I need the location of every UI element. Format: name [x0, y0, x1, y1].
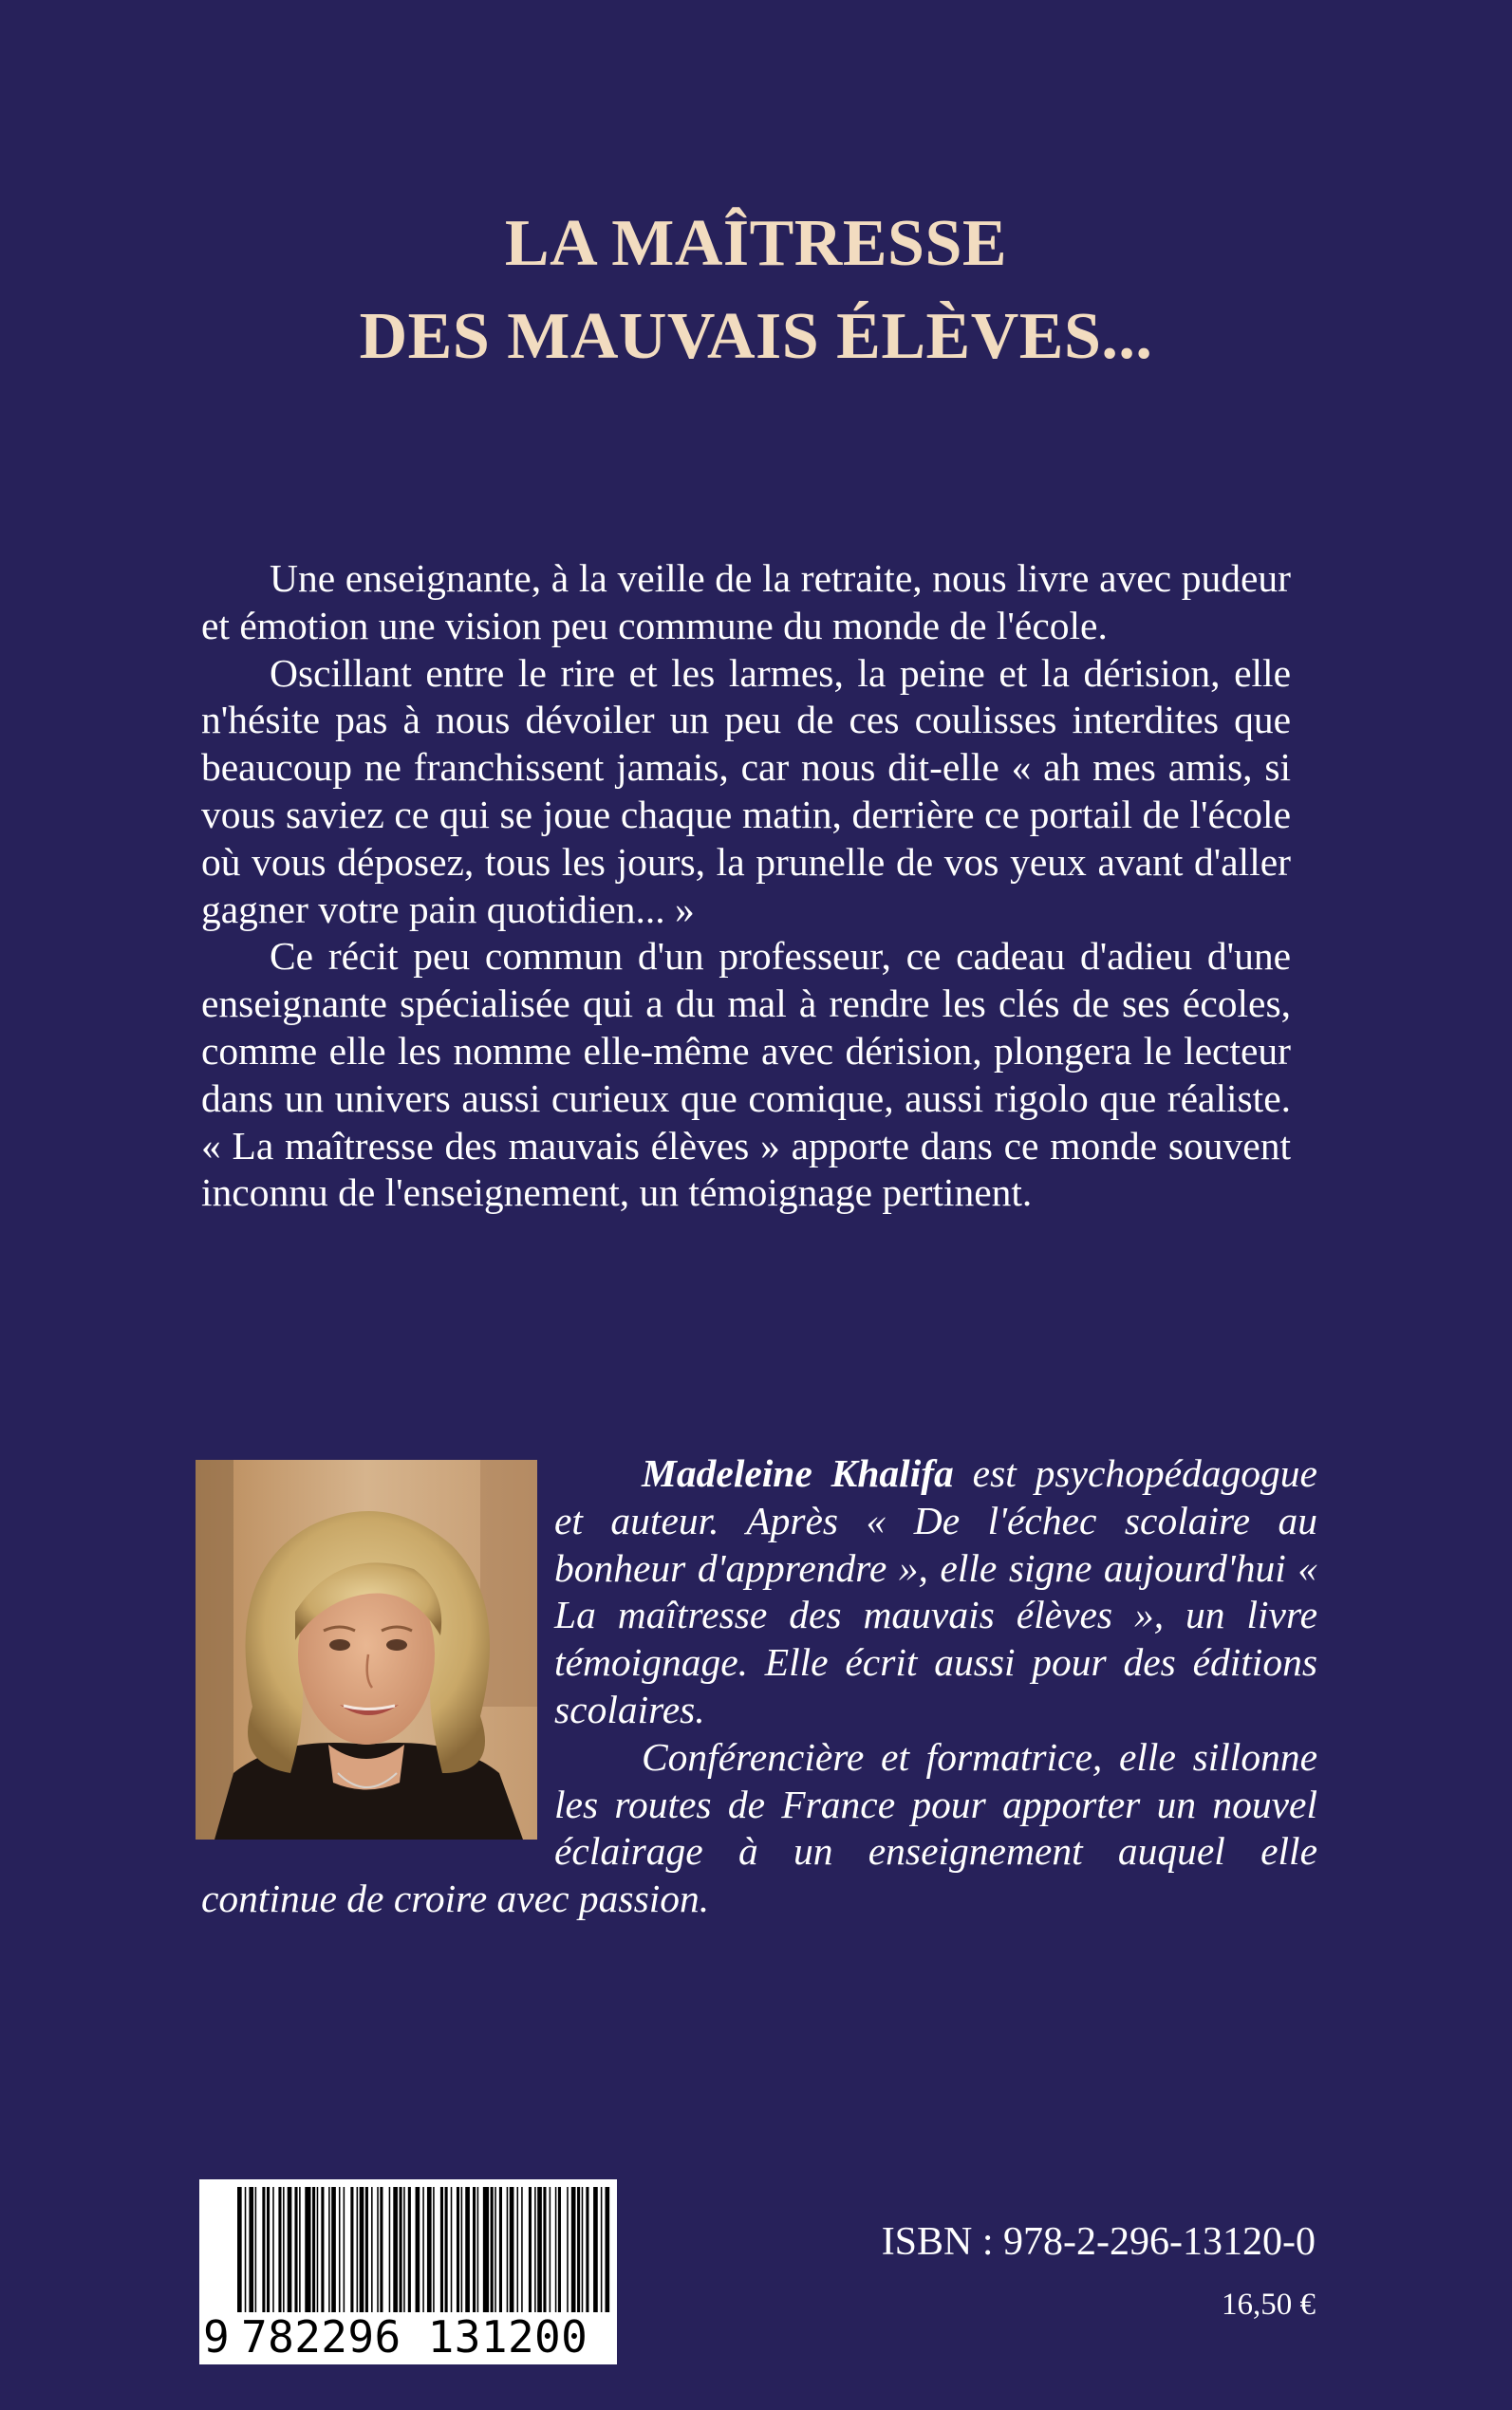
barcode-bar	[393, 2187, 398, 2312]
book-title-line-1: LA MAÎTRESSE	[504, 207, 1008, 280]
book-blurb	[201, 555, 1291, 1217]
barcode-lead-digit: 9	[203, 2311, 230, 2363]
barcode-bar	[288, 2187, 292, 2312]
barcode-bar	[365, 2187, 368, 2312]
barcode-bar	[262, 2187, 265, 2312]
barcode-bar	[416, 2187, 420, 2312]
barcode-bar	[237, 2187, 242, 2312]
barcode-bar	[586, 2187, 588, 2312]
barcode-bar	[422, 2187, 424, 2312]
barcode-bar	[344, 2187, 345, 2312]
barcode-bar	[321, 2187, 324, 2312]
barcode-bar	[408, 2187, 411, 2312]
barcode-bar	[357, 2187, 359, 2312]
barcode	[199, 2179, 617, 2364]
bio-paragraph: Conférencière et formatrice, elle sillonne les routes de France pour apporter un nouvel éclairage à un enseignement auquel elle continue de croire avec passion.	[201, 1734, 1317, 1921]
photo-spacer	[201, 1450, 554, 1857]
barcode-bar	[328, 2187, 330, 2312]
barcode-bar	[550, 2187, 551, 2312]
barcode-bar	[606, 2187, 610, 2312]
isbn: ISBN : 978-2-296-13120-0	[881, 2220, 1316, 2264]
blurb-paragraph: Oscillant entre le rire et les larmes, la peine et la dérision, elle n'hésite pas à nous dévoiler un peu de ces coulisses interdites que beaucoup ne franchissent jamais, car nous dit-elle « ah mes amis, si vous saviez ce qui se joue chaque matin, derrière ce portail de l'école où vous déposez, tous les jours, la prunelle de vos yeux avant d'aller gagner votre pain quotidien... »	[201, 650, 1291, 931]
barcode-bar	[317, 2187, 319, 2312]
barcode-bar	[249, 2187, 253, 2312]
blurb-paragraph: Ce récit peu commun d'un professeur, ce cadeau d'adieu d'une enseignante spécialisée qui a du mal à rendre les clés de ses écoles, comme elle les nomme elle-même avec dérision, plongera le lecteur dans un univers aussi curieux que comique, aussi rigolo que réaliste. « La maîtresse des mauvais élèves » apporte dans ce monde souvent inconnu de l'enseignement, un témoignage pertinent.	[201, 934, 1291, 1215]
book-title-line-2: DES MAUVAIS ÉLÈVES...	[359, 300, 1153, 373]
barcode-bar	[267, 2187, 270, 2312]
barcode-bar	[312, 2187, 315, 2312]
barcode-bar	[371, 2187, 373, 2312]
barcode-bar	[521, 2187, 523, 2312]
barcode-bar	[461, 2187, 463, 2312]
barcode-bar	[245, 2187, 247, 2312]
author-bio	[201, 1450, 1317, 1923]
barcode-bar	[543, 2187, 546, 2312]
barcode-bar	[567, 2187, 569, 2312]
barcode-bar	[360, 2187, 364, 2312]
barcode-bar	[339, 2187, 341, 2312]
barcode-bar	[517, 2187, 519, 2312]
barcode-bar	[389, 2187, 391, 2312]
barcode-bar	[331, 2187, 336, 2312]
barcode-bar	[510, 2187, 514, 2312]
barcode-bar	[377, 2187, 379, 2312]
bio-text: est psychopédagogue et auteur. Après « De l'échec scolaire au bonheur d'apprendre », elle signe aujourd'hui « La maîtresse des mauvais élèves », un livre témoignage. Elle écrit aussi pour des éditions scolaires.	[554, 1451, 1317, 1731]
barcode-bar	[555, 2187, 557, 2312]
barcode-bar	[465, 2187, 470, 2312]
barcode-bar	[577, 2187, 580, 2312]
barcode-number: 782296 131200	[241, 2311, 588, 2363]
barcode-bar	[529, 2187, 532, 2312]
barcode-bar	[400, 2187, 402, 2312]
barcode-bar	[601, 2187, 603, 2312]
barcode-bar	[283, 2187, 285, 2312]
barcode-bar	[534, 2187, 536, 2312]
barcode-bar	[495, 2187, 496, 2312]
barcode-bar	[582, 2187, 584, 2312]
barcode-bar	[440, 2187, 443, 2312]
price: 16,50 €	[1222, 2288, 1316, 2322]
barcode-bar	[299, 2187, 301, 2312]
barcode-bar	[499, 2187, 502, 2312]
barcode-bar	[477, 2187, 479, 2312]
barcode-bar	[445, 2187, 448, 2312]
barcode-bar	[593, 2187, 598, 2312]
book-title	[0, 197, 1512, 383]
barcode-bar	[403, 2187, 405, 2312]
barcode-bar	[507, 2187, 509, 2312]
barcode-bar	[457, 2187, 459, 2312]
barcode-bar	[451, 2187, 453, 2312]
barcode-bar	[380, 2187, 383, 2312]
barcode-bar	[305, 2187, 310, 2312]
barcode-bar	[537, 2187, 542, 2312]
barcode-bar	[571, 2187, 576, 2312]
barcode-bar	[272, 2187, 274, 2312]
barcode-bar	[427, 2187, 432, 2312]
barcode-bar	[433, 2187, 435, 2312]
blurb-paragraph: Une enseignante, à la veille de la retraite, nous livre avec pudeur et émotion une vision peu commune du monde de l'école.	[201, 556, 1291, 647]
barcode-bar	[350, 2187, 353, 2312]
barcode-bar	[491, 2187, 494, 2312]
barcode-digits	[199, 2309, 617, 2364]
barcode-bar	[255, 2187, 257, 2312]
barcode-bar	[473, 2187, 476, 2312]
barcode-bar	[483, 2187, 489, 2312]
barcode-bar	[294, 2187, 297, 2312]
barcode-bar	[558, 2187, 561, 2312]
author-name: Madeleine Khalifa	[642, 1451, 954, 1495]
barcode-bar	[278, 2187, 281, 2312]
